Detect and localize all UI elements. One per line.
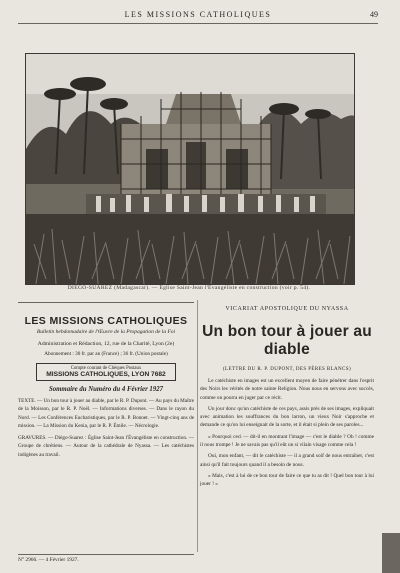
article-paragraph: Oui, mon enfant, — dit le catéchiste — il a grand soif de nous entraîner, c'est ainsi qu'il fait toujours quand il a besoin de nous. xyxy=(200,453,374,468)
running-title: LES MISSIONS CATHOLIQUES xyxy=(124,10,272,19)
page-number: 49 xyxy=(370,10,378,19)
page-edge-shadow xyxy=(382,533,400,573)
summary-gravures: GRAVURES. — Diégo-Suarez : Église Saint-Jean l'Évangéliste en construction. — Groupe de chrétiens. — Autour de la cathédrale de Nyassa. — Les catéchistes indigènes au travail. xyxy=(18,435,194,458)
summary-title: Sommaire du Numéro du 4 Février 1927 xyxy=(48,386,164,393)
masthead-title: LES MISSIONS CATHOLIQUES xyxy=(24,315,188,327)
article-headline: Un bon tour à jouer au diable xyxy=(202,323,372,358)
church-construction-photo xyxy=(25,53,355,285)
article-body xyxy=(200,377,374,489)
right-column xyxy=(200,302,374,492)
article-byline: (LETTRE DU R. P. DUPONT, DES PÈRES BLANCS) xyxy=(222,367,352,372)
divider xyxy=(18,302,194,303)
masthead-tagline: Bulletin hebdomadaire de l'Œuvre de la Propagation de la Foi xyxy=(36,329,176,335)
administration-address: Administration et Rédaction, 12, rue de la Charité, Lyon (2e) xyxy=(37,341,175,347)
article-paragraph: Le catéchiste en images est un excellent moyen de faire pénétrer dans l'esprit des Noirs les vérités de notre sainte Religion. Nous nous en servons avec succès, comme on pourra en juger par ce récit. xyxy=(200,378,374,401)
article-paragraph: « Pourquoi ceci — dit-il en montrant l'image — c'est le diable ? Oh ! comme il nous trompe ! Je ne savais pas qu'il eût un si vilain visage comme cela ! xyxy=(200,433,374,449)
subscription-rates: Abonnement : 30 fr. par an (France) ; 36 fr. (Union postale) xyxy=(44,351,168,357)
postal-account-label: Compte courant de Chèques Postaux xyxy=(70,366,142,371)
postal-account-number: MISSIONS CATHOLIQUES, LYON 7682 xyxy=(46,371,166,378)
running-head xyxy=(18,7,378,24)
article-paragraph: Un jour donc qu'un catéchiste de ces pays, assis près de ses images, expliquait avec animation les souffrances du bon larron, un vieux Noir s'approche et demande ce qu'on lui enseignait de la sorte, et il était si plein de ses paroles... xyxy=(200,405,374,429)
photo-caption: DIEGO-SUAREZ (Madagascar). — Église Saint-Jean l'Évangéliste en construction (voir p. 54). xyxy=(67,285,311,291)
postal-account-box xyxy=(36,363,176,381)
article-vicariat: VICARIAT APOSTOLIQUE DU NYASSA xyxy=(225,306,349,312)
issue-footer: N° 2966. — 4 Février 1927. xyxy=(18,554,194,567)
article-paragraph: « Mais, c'est à lui de ce bon tour de faire ce que tu as dit ! Quel bon tour à lui jouer ! » xyxy=(200,472,374,488)
summary-text: TEXTE. — Un bon tour à jouer au diable, par le R. P. Dupont. — Au pays du Maître de la Moisson, par le R. P. Noël. — Informations diverses. — Dans le rayon du Nord. — Les Conférences Eucharistiques, par le R. P. Bonnet. — Vingt-cinq ans de mission. — La Mission du Kenia, par le R. P. Émile. — Nécrologie. xyxy=(18,398,194,429)
column-divider xyxy=(197,300,198,552)
left-column xyxy=(18,302,194,459)
